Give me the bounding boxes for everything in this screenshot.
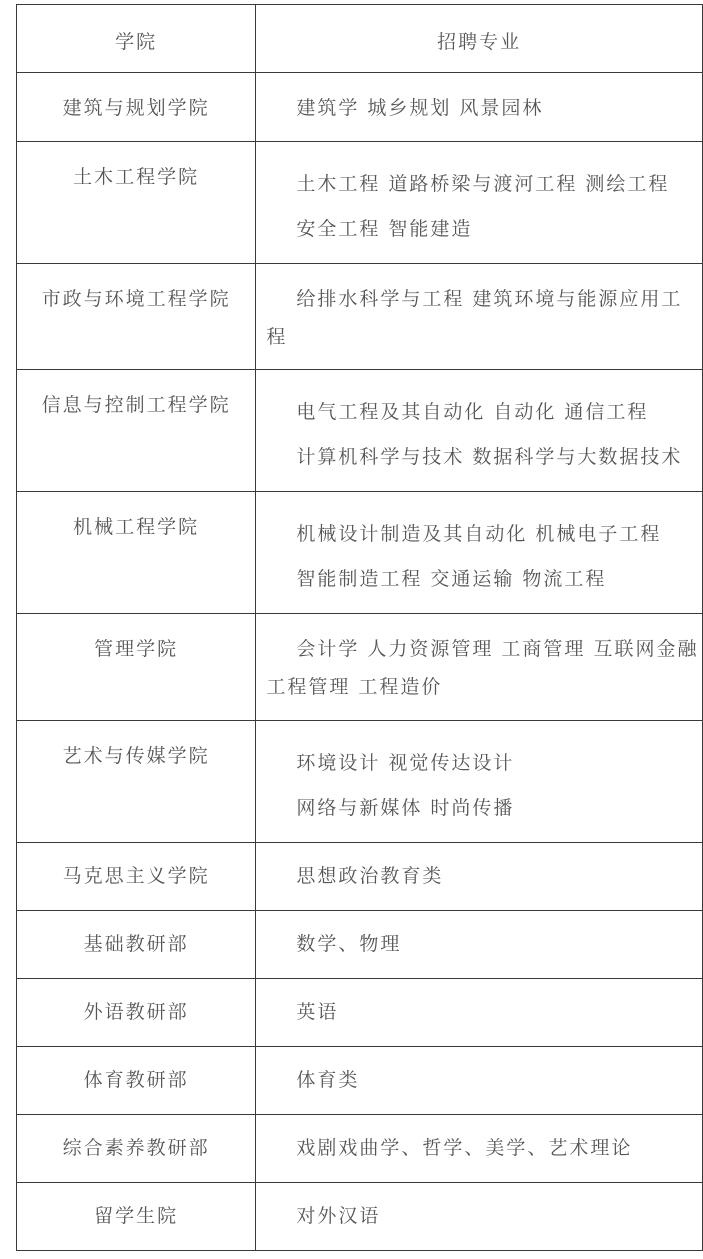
majors-cell bbox=[256, 142, 703, 264]
college-cell: 市政与环境工程学院 bbox=[17, 264, 256, 370]
college-cell: 体育教研部 bbox=[17, 1047, 256, 1115]
table-row bbox=[17, 264, 703, 370]
majors-cell bbox=[256, 721, 703, 843]
majors-line: 安全工程 智能建造 bbox=[296, 218, 473, 240]
majors-line: 建筑学 城乡规划 风景园林 bbox=[296, 97, 544, 119]
recruitment-table bbox=[16, 4, 703, 1251]
majors-cell bbox=[256, 979, 703, 1047]
majors-cell bbox=[256, 73, 703, 142]
college-cell: 马克思主义学院 bbox=[17, 843, 256, 911]
table-row bbox=[17, 1047, 703, 1115]
table-row bbox=[17, 1183, 703, 1251]
college-cell: 土木工程学院 bbox=[17, 142, 256, 264]
majors-cell bbox=[256, 492, 703, 614]
majors-cell bbox=[256, 264, 703, 370]
majors-line: 工程管理 工程造价 bbox=[266, 676, 443, 698]
table-row bbox=[17, 911, 703, 979]
majors-line: 土木工程 道路桥梁与渡河工程 测绘工程 bbox=[296, 173, 670, 195]
table-header-row bbox=[17, 5, 703, 73]
table-row bbox=[17, 614, 703, 721]
majors-line: 环境设计 视觉传达设计 bbox=[296, 752, 515, 774]
table-row bbox=[17, 142, 703, 264]
majors-cell bbox=[256, 843, 703, 911]
header-college: 学院 bbox=[17, 5, 256, 73]
college-cell: 综合素养教研部 bbox=[17, 1115, 256, 1183]
majors-line: 戏剧戏曲学、哲学、美学、艺术理论 bbox=[296, 1137, 633, 1159]
majors-cell bbox=[256, 1183, 703, 1251]
majors-line: 英语 bbox=[296, 1001, 339, 1023]
majors-line: 电气工程及其自动化 自动化 通信工程 bbox=[296, 401, 649, 423]
college-cell: 机械工程学院 bbox=[17, 492, 256, 614]
majors-cell bbox=[256, 370, 703, 492]
table-row bbox=[17, 843, 703, 911]
table-row bbox=[17, 370, 703, 492]
college-cell: 基础教研部 bbox=[17, 911, 256, 979]
majors-line: 计算机科学与技术 数据科学与大数据技术 bbox=[296, 446, 683, 468]
majors-line: 智能制造工程 交通运输 物流工程 bbox=[296, 568, 607, 590]
majors-line: 给排水科学与工程 建筑环境与能源应用工 bbox=[296, 288, 683, 310]
college-cell: 管理学院 bbox=[17, 614, 256, 721]
college-cell: 艺术与传媒学院 bbox=[17, 721, 256, 843]
majors-line: 体育类 bbox=[296, 1069, 360, 1091]
majors-cell bbox=[256, 1115, 703, 1183]
majors-cell bbox=[256, 1047, 703, 1115]
majors-cell bbox=[256, 614, 703, 721]
table-row bbox=[17, 1115, 703, 1183]
majors-line: 思想政治教育类 bbox=[296, 865, 444, 887]
header-majors: 招聘专业 bbox=[256, 5, 703, 73]
majors-line: 会计学 人力资源管理 工商管理 互联网金融 bbox=[296, 638, 699, 660]
majors-cell bbox=[256, 911, 703, 979]
majors-line: 机械设计制造及其自动化 机械电子工程 bbox=[296, 523, 662, 545]
college-cell: 建筑与规划学院 bbox=[17, 73, 256, 142]
table-row bbox=[17, 979, 703, 1047]
college-cell: 外语教研部 bbox=[17, 979, 256, 1047]
majors-line: 对外汉语 bbox=[296, 1205, 381, 1227]
majors-line: 数学、物理 bbox=[296, 933, 402, 955]
majors-line: 网络与新媒体 时尚传播 bbox=[296, 797, 515, 819]
majors-line: 程 bbox=[266, 326, 288, 348]
table-row bbox=[17, 73, 703, 142]
college-cell: 信息与控制工程学院 bbox=[17, 370, 256, 492]
college-cell: 留学生院 bbox=[17, 1183, 256, 1251]
table-row bbox=[17, 492, 703, 614]
table-row bbox=[17, 721, 703, 843]
